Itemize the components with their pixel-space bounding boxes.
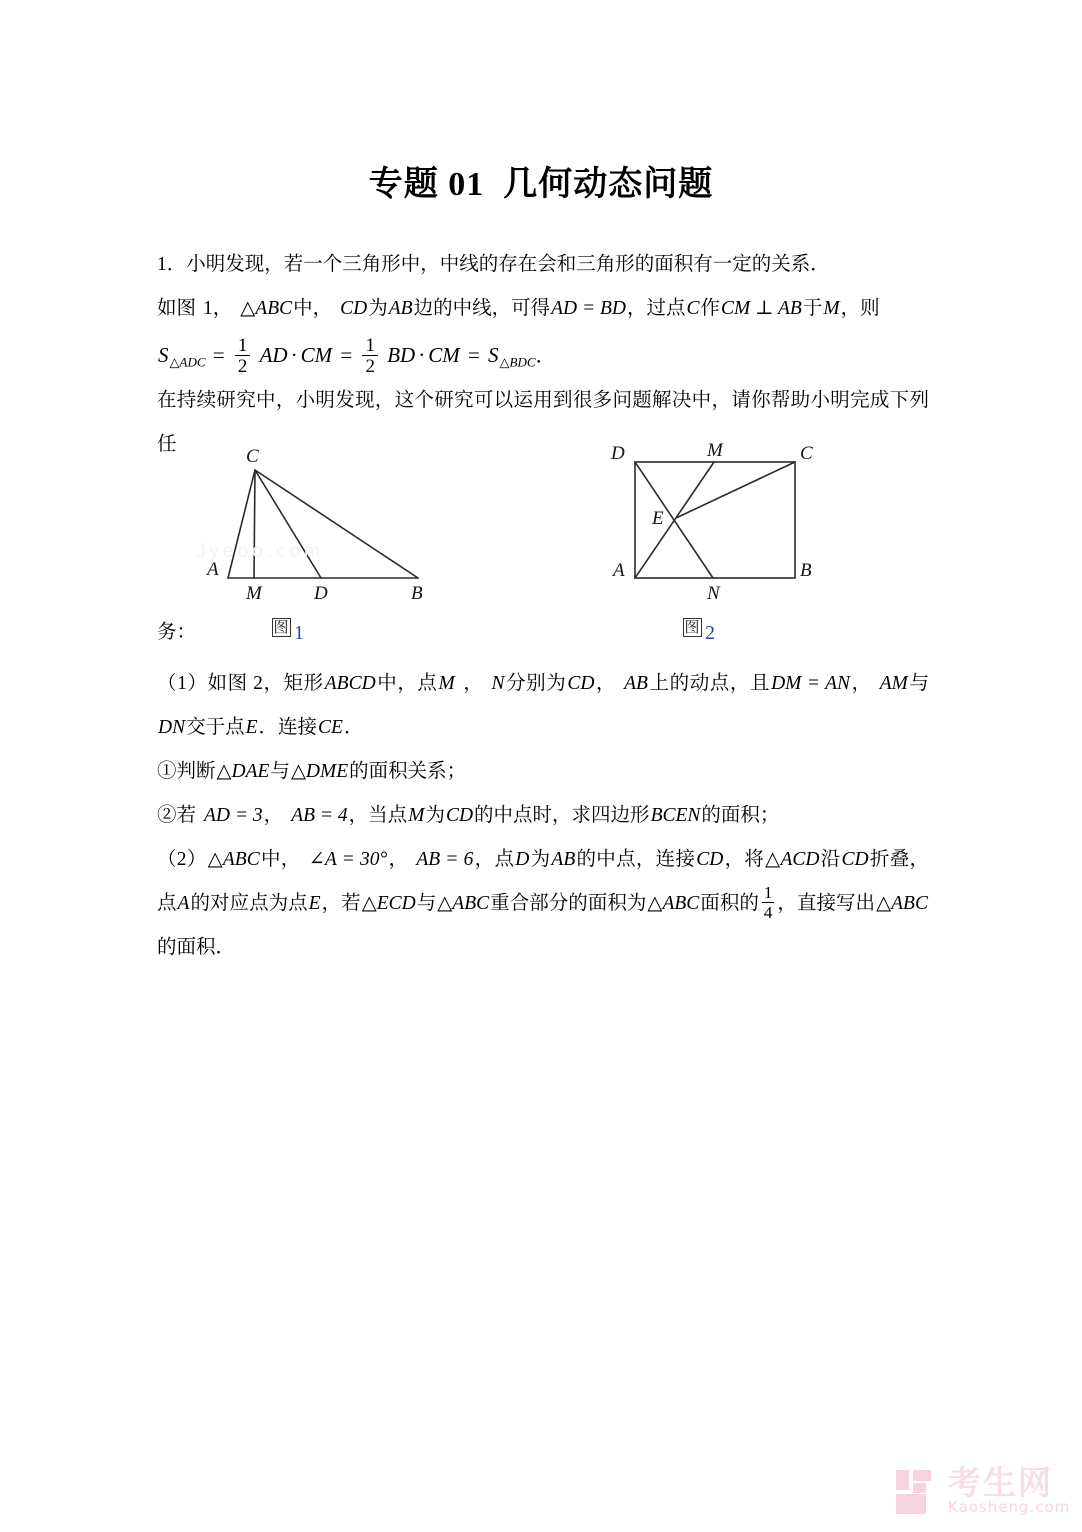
q1-prefix: （1）如图 2，矩形	[157, 673, 324, 694]
math-triangle-abc: △ABC	[240, 298, 293, 319]
math-ab-eq-6: AB = 6	[416, 849, 474, 870]
formula-term-cm-2: CM	[428, 343, 460, 368]
question-1b	[157, 794, 929, 838]
text-zhongxian: 边的中线，可得	[413, 298, 551, 319]
figure-2-rectangle-abcd	[595, 440, 845, 610]
q2-text-j: 点	[157, 893, 177, 914]
caption-number: 1	[294, 622, 305, 644]
math-ab: AB	[624, 673, 648, 694]
formula-term-bd: BD	[387, 343, 416, 368]
punct-period: ．	[343, 717, 364, 738]
figure-2-caption	[683, 618, 716, 645]
math-cd: CD	[841, 849, 869, 870]
intro-line-1-text: 1．小明发现，若一个三角形中，中线的存在会和三角形的面积有一定的关系．	[157, 254, 830, 275]
formula-rhs-s: S	[488, 343, 499, 368]
label-point-a: A	[207, 559, 219, 580]
segment-cm-altitude	[254, 470, 255, 578]
math-ad-eq-3: AD = 3	[204, 805, 263, 826]
math-cd: CD	[696, 849, 724, 870]
formula-equals-2: =	[340, 343, 353, 368]
intro-line-3-continuation: 务：	[157, 622, 197, 643]
math-e: E	[308, 893, 321, 914]
math-bcen: BCEN	[650, 805, 701, 826]
formula-term-ad: AD	[259, 343, 288, 368]
segment-ce	[676, 462, 795, 518]
fraction-one-quarter	[762, 884, 775, 923]
math-c: C	[686, 298, 700, 319]
math-triangle-abc: △ABC	[207, 849, 260, 870]
fraction-denominator: 2	[237, 356, 248, 377]
math-cd: CD	[340, 298, 368, 319]
math-ad-eq-bd: AD = BD	[551, 298, 626, 319]
q1b-suffix: 的面积；	[701, 805, 780, 826]
math-triangle-abc: △ABC	[437, 893, 490, 914]
display-formula	[157, 337, 557, 378]
caption-number: 2	[705, 622, 716, 644]
math-am: AM	[879, 673, 908, 694]
label-point-a: A	[613, 560, 625, 581]
q1b-mid3: 的中点时，求四边形	[474, 805, 650, 826]
math-ab-eq-4: AB = 4	[291, 805, 348, 826]
q2-text-n: 重合部分的面积为	[490, 893, 647, 914]
math-e: E	[245, 717, 258, 738]
question-1-stem	[157, 662, 929, 750]
math-n: N	[491, 673, 505, 694]
label-point-e: E	[652, 508, 664, 529]
formula-lhs-subscript: △ADC	[169, 354, 206, 370]
q2-text-k: 的对应点为点	[190, 893, 308, 914]
math-dm-eq-an: DM = AN	[771, 673, 851, 694]
math-angle-a-30: ∠A = 30°	[308, 849, 388, 870]
q1-text-b: 中，点	[376, 673, 438, 694]
q2-text-p: ，直接写出	[777, 893, 876, 914]
formula-equals-3: =	[467, 343, 480, 368]
formula-rhs-subscript: △BDC	[499, 354, 536, 370]
caption-cjk-glyph: 图	[684, 618, 701, 636]
math-abcd: ABCD	[324, 673, 376, 694]
q1a-prefix: ①判断	[157, 761, 216, 782]
punct-comma: ，	[851, 673, 872, 694]
q2-text-e: 为	[530, 849, 551, 870]
intro-line-3-text: 在持续研究中，小明发现，这个研究可以运用到很多问题解决中，请你帮助小明完成下列任	[157, 390, 929, 455]
q1b-mid2: 为	[425, 805, 445, 826]
formula-fraction-half-1	[235, 336, 251, 377]
site-watermark-logo	[896, 1463, 1071, 1520]
math-triangle-dae: △DAE	[216, 761, 270, 782]
label-point-c: C	[246, 446, 259, 467]
text-ruotu: 如图	[157, 298, 197, 319]
q2-prefix: （2）	[157, 849, 207, 870]
intro-line-1	[157, 243, 929, 287]
figure-ref-1: 1	[203, 298, 213, 319]
segment-ac	[228, 470, 255, 578]
q1a-suffix: 的面积关系；	[349, 761, 467, 782]
text-zuo: 作	[700, 298, 721, 319]
q1b-prefix: ②若	[157, 805, 197, 826]
math-ce: CE	[318, 717, 343, 738]
q2-text-l: ，若	[321, 893, 361, 914]
math-triangle-abc: △ABC	[647, 893, 700, 914]
segment-cd-median	[255, 470, 321, 578]
label-point-n: N	[707, 583, 720, 604]
q2-text-i: 折叠，	[869, 849, 929, 870]
label-point-b: B	[800, 560, 812, 581]
text-yu: 于	[802, 298, 823, 319]
q2-text-h: 沿	[820, 849, 841, 870]
q2-text-o: 面积的	[700, 893, 759, 914]
logo-cjk-text: 考生网	[948, 1463, 1053, 1502]
formula-fraction-half-2	[362, 336, 378, 377]
label-point-d: D	[611, 443, 625, 464]
label-point-d: D	[314, 583, 328, 604]
q2-text-a: 中，	[260, 849, 301, 870]
math-ab: AB	[551, 849, 576, 870]
segment-cb	[255, 470, 418, 578]
question-2	[157, 838, 929, 970]
punct-comma: ，	[212, 298, 233, 319]
q1a-mid: 与	[270, 761, 290, 782]
fraction-numerator: 1	[362, 336, 378, 356]
math-m: M	[408, 805, 425, 826]
math-a: A	[177, 893, 190, 914]
math-triangle-ecd: △ECD	[361, 893, 416, 914]
math-m: M	[438, 673, 455, 694]
intro-line-2	[157, 287, 929, 331]
label-point-m: M	[246, 583, 262, 604]
punct-comma: ，	[462, 673, 484, 694]
math-cd: CD	[567, 673, 595, 694]
figure-watermark: Jyeoo.com	[196, 541, 324, 562]
text-ze: ，则	[840, 298, 880, 319]
question-1a	[157, 750, 929, 794]
questions-text-block	[157, 662, 929, 970]
math-triangle-dme: △DME	[290, 761, 349, 782]
formula-period: ．	[535, 343, 557, 368]
figure-1-caption	[272, 618, 305, 645]
figure-1-triangle-abc	[190, 440, 450, 610]
fraction-numerator: 1	[763, 883, 773, 903]
q1-text-d: 上的动点，且	[648, 673, 771, 694]
math-dn: DN	[158, 717, 186, 738]
math-cm-perp-ab: CM ⊥ AB	[721, 298, 802, 319]
formula-dot-1: ·	[290, 343, 298, 368]
fraction-denominator: 4	[763, 903, 773, 923]
math-ab: AB	[388, 298, 413, 319]
label-point-b: B	[411, 583, 423, 604]
q2-text-m: 与	[416, 893, 437, 914]
q1b-mid: ，当点	[348, 805, 408, 826]
text-wei: 为	[368, 298, 388, 319]
math-triangle-acd: △ACD	[765, 849, 820, 870]
formula-term-cm-1: CM	[300, 343, 333, 368]
logo-mark-icon	[896, 1470, 940, 1514]
fraction-numerator: 1	[235, 336, 251, 356]
text-guodian: ，过点	[626, 298, 686, 319]
q1-text-g: 交于点	[186, 717, 245, 738]
text-zhong: 中，	[293, 298, 333, 319]
math-m: M	[823, 298, 840, 319]
label-point-c: C	[800, 443, 813, 464]
punct-comma: ，	[595, 673, 617, 694]
formula-dot-2: ·	[418, 343, 426, 368]
q1-text-c: 分别为	[505, 673, 567, 694]
math-triangle-abc: △ABC	[876, 893, 928, 914]
page-title: 专题 01 几何动态问题	[368, 166, 714, 203]
math-d: D	[515, 849, 530, 870]
label-point-m: M	[707, 440, 723, 461]
q2-text-c: ，点	[474, 849, 515, 870]
formula-equals-1: =	[212, 343, 225, 368]
q2-text-g: ，将	[724, 849, 765, 870]
figure-row	[0, 440, 1082, 645]
q1-text-h: ．连接	[258, 717, 318, 738]
caption-cjk-glyph: 图	[273, 618, 290, 636]
punct-comma: ，	[263, 805, 284, 826]
q2-text-q: 的面积．	[157, 937, 236, 958]
fraction-denominator: 2	[365, 356, 375, 377]
logo-domain-text: Kaosheng.com	[948, 1498, 1071, 1516]
punct-comma: ，	[388, 849, 409, 870]
q1-text-f: 与	[908, 673, 929, 694]
formula-lhs-s: S	[158, 343, 169, 368]
q2-text-f: 的中点，连接	[576, 849, 696, 870]
math-cd: CD	[445, 805, 474, 826]
